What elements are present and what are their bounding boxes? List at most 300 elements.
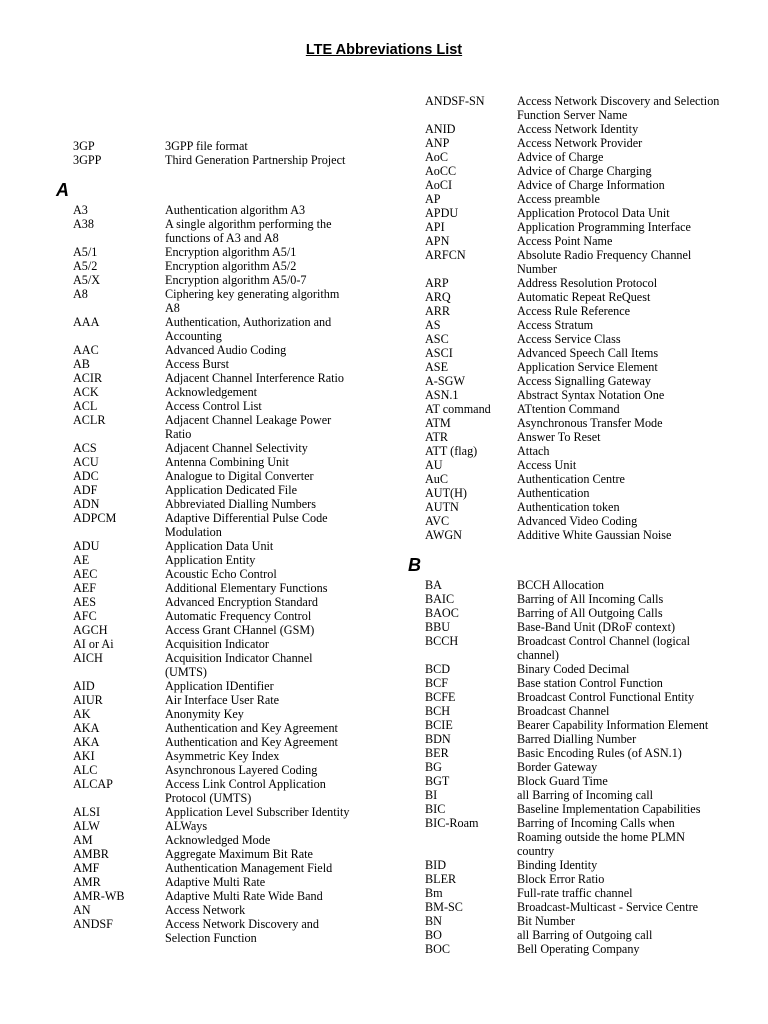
definition: Bit Number xyxy=(517,914,575,928)
abbreviation: A8 xyxy=(73,287,88,301)
glossary-entry xyxy=(425,122,745,136)
glossary-entry xyxy=(425,248,745,276)
glossary-entry xyxy=(73,511,393,539)
glossary-entry xyxy=(425,928,745,942)
glossary-entry xyxy=(425,872,745,886)
abbreviation: ANP xyxy=(425,136,450,150)
glossary-entry xyxy=(425,360,745,374)
abbreviation: ARFCN xyxy=(425,248,466,262)
abbreviation: AuC xyxy=(425,472,449,486)
abbreviation: BIC xyxy=(425,802,446,816)
glossary-entry xyxy=(73,483,393,497)
abbreviation: AK xyxy=(73,707,91,721)
abbreviation: AVC xyxy=(425,514,450,528)
abbreviation: AAA xyxy=(73,315,100,329)
definition: Application Protocol Data Unit xyxy=(517,206,670,220)
abbreviation: BCFE xyxy=(425,690,456,704)
abbreviation: BN xyxy=(425,914,442,928)
definition: Base-Band Unit (DRoF context) xyxy=(517,620,676,634)
definition: Access Stratum xyxy=(517,318,594,332)
glossary-entry xyxy=(425,290,745,304)
abbreviation: AT command xyxy=(425,402,491,416)
abbreviation: AM xyxy=(73,833,93,847)
abbreviation: BA xyxy=(425,578,442,592)
glossary-entry xyxy=(73,861,393,875)
definition: Border Gateway xyxy=(517,760,598,774)
abbreviation: AUTN xyxy=(425,500,459,514)
glossary-entry xyxy=(73,139,393,153)
abbreviation: ASE xyxy=(425,360,449,374)
abbreviation: BO xyxy=(425,928,442,942)
definition: Analogue to Digital Converter xyxy=(165,469,314,483)
abbreviation: ACIR xyxy=(73,371,103,385)
abbreviation: AGCH xyxy=(73,623,108,637)
definition: Abstract Syntax Notation One xyxy=(517,388,665,402)
glossary-entry xyxy=(425,802,745,816)
definition: Block Error Ratio xyxy=(517,872,605,886)
definition: Advanced Video Coding xyxy=(517,514,638,528)
abbreviation: AIUR xyxy=(73,693,103,707)
definition: Acquisition Indicator xyxy=(165,637,269,651)
definition: all Barring of Incoming call xyxy=(517,788,654,802)
definition: Binary Coded Decimal xyxy=(517,662,630,676)
glossary-entry xyxy=(73,371,393,385)
glossary-entry xyxy=(425,500,745,514)
definition: Access Network Discovery and Selection Function Server Name xyxy=(517,94,720,122)
abbreviation: AFC xyxy=(73,609,97,623)
definition: Advice of Charge xyxy=(517,150,604,164)
definition: Abbreviated Dialling Numbers xyxy=(165,497,316,511)
abbreviation: AID xyxy=(73,679,95,693)
abbreviation: AoCI xyxy=(425,178,453,192)
abbreviation: 3GPP xyxy=(73,153,102,167)
definition: Authentication Centre xyxy=(517,472,625,486)
glossary-entry xyxy=(73,153,393,167)
abbreviation: 3GP xyxy=(73,139,95,153)
definition: Antenna Combining Unit xyxy=(165,455,289,469)
glossary-entry xyxy=(73,203,393,217)
abbreviation: ASN.1 xyxy=(425,388,459,402)
definition: Baseline Implementation Capabilities xyxy=(517,802,701,816)
abbreviation: BOC xyxy=(425,942,451,956)
abbreviation: ATR xyxy=(425,430,449,444)
definition: Application Entity xyxy=(165,553,256,567)
glossary-entry xyxy=(425,662,745,676)
abbreviation: ALW xyxy=(73,819,100,833)
definition: BCCH Allocation xyxy=(517,578,605,592)
glossary-entry xyxy=(425,634,745,662)
glossary-entry xyxy=(73,245,393,259)
glossary-entry xyxy=(425,858,745,872)
abbreviation: ACS xyxy=(73,441,97,455)
abbreviation: ADPCM xyxy=(73,511,117,525)
definition: Asynchronous Layered Coding xyxy=(165,763,318,777)
abbreviation: A5/X xyxy=(73,273,101,287)
definition: Access Link Control Application Protocol (UMTS) xyxy=(165,777,326,805)
definition: Application Level Subscriber Identity xyxy=(165,805,350,819)
definition: Authentication token xyxy=(517,500,620,514)
definition: Anonymity Key xyxy=(165,707,244,721)
definition: Attach xyxy=(517,444,550,458)
definition: Access Signalling Gateway xyxy=(517,374,652,388)
definition: Access Rule Reference xyxy=(517,304,631,318)
abbreviation: BID xyxy=(425,858,446,872)
glossary-entry xyxy=(425,346,745,360)
abbreviation: ANDSF-SN xyxy=(425,94,485,108)
glossary-entry xyxy=(425,788,745,802)
glossary-entry xyxy=(425,192,745,206)
glossary-entry xyxy=(425,606,745,620)
glossary-entry xyxy=(425,388,745,402)
definition: Acquisition Indicator Channel (UMTS) xyxy=(165,651,313,679)
glossary-entry xyxy=(425,206,745,220)
glossary-entry xyxy=(73,273,393,287)
definition: Authentication and Key Agreement xyxy=(165,735,338,749)
definition: Application Data Unit xyxy=(165,539,274,553)
definition: Advanced Encryption Standard xyxy=(165,595,318,609)
abbreviation: BAOC xyxy=(425,606,459,620)
abbreviation: BBU xyxy=(425,620,451,634)
abbreviation: ASCI xyxy=(425,346,453,360)
glossary-entry xyxy=(73,455,393,469)
definition: Encryption algorithm A5/1 xyxy=(165,245,297,259)
abbreviation: BCCH xyxy=(425,634,459,648)
abbreviation: ADU xyxy=(73,539,100,553)
abbreviation: AEF xyxy=(73,581,97,595)
abbreviation: AES xyxy=(73,595,97,609)
definition: Access Service Class xyxy=(517,332,621,346)
glossary-entry xyxy=(73,847,393,861)
abbreviation: API xyxy=(425,220,445,234)
abbreviation: BGT xyxy=(425,774,450,788)
glossary-entry xyxy=(425,416,745,430)
abbreviation: ACK xyxy=(73,385,99,399)
definition: Air Interface User Rate xyxy=(165,693,280,707)
abbreviation: ADC xyxy=(73,469,99,483)
abbreviation: AS xyxy=(425,318,441,332)
glossary-entry xyxy=(73,917,393,945)
right-column xyxy=(408,94,745,956)
definition: Full-rate traffic channel xyxy=(517,886,633,900)
definition: Barring of All Outgoing Calls xyxy=(517,606,663,620)
glossary-entry xyxy=(425,234,745,248)
glossary-entry xyxy=(425,886,745,900)
glossary-entry xyxy=(425,458,745,472)
glossary-entry xyxy=(425,318,745,332)
abbreviation: AUT(H) xyxy=(425,486,467,500)
abbreviation: BCH xyxy=(425,704,451,718)
glossary-entry xyxy=(73,287,393,315)
glossary-entry xyxy=(425,914,745,928)
abbreviation: Bm xyxy=(425,886,443,900)
definition: Acoustic Echo Control xyxy=(165,567,277,581)
definition: Aggregate Maximum Bit Rate xyxy=(165,847,313,861)
abbreviation: AICH xyxy=(73,651,103,665)
glossary-entry xyxy=(425,578,745,592)
abbreviation: BAIC xyxy=(425,592,455,606)
abbreviation: APDU xyxy=(425,206,459,220)
glossary-entry xyxy=(425,620,745,634)
glossary-entry xyxy=(73,833,393,847)
glossary-entry xyxy=(425,304,745,318)
glossary-entry xyxy=(73,581,393,595)
definition: Encryption algorithm A5/2 xyxy=(165,259,297,273)
section-letter: A xyxy=(56,180,69,200)
abbreviation: AKI xyxy=(73,749,95,763)
glossary-entry xyxy=(425,592,745,606)
glossary-entry xyxy=(73,623,393,637)
abbreviation: A38 xyxy=(73,217,94,231)
abbreviation: AE xyxy=(73,553,90,567)
abbreviation: BCF xyxy=(425,676,449,690)
definition: Answer To Reset xyxy=(517,430,601,444)
abbreviation: ALC xyxy=(73,763,98,777)
definition: Application Programming Interface xyxy=(517,220,691,234)
glossary-entry xyxy=(73,595,393,609)
definition: Advanced Speech Call Items xyxy=(517,346,659,360)
glossary-entry xyxy=(425,472,745,486)
definition: Encryption algorithm A5/0-7 xyxy=(165,273,307,287)
definition: ATtention Command xyxy=(517,402,620,416)
glossary-entry xyxy=(425,136,745,150)
glossary-entry xyxy=(425,704,745,718)
glossary-entry xyxy=(73,553,393,567)
definition: Automatic Frequency Control xyxy=(165,609,312,623)
abbreviation: BDN xyxy=(425,732,451,746)
abbreviation: AoC xyxy=(425,150,449,164)
glossary-entry xyxy=(73,497,393,511)
definition: Advice of Charge Charging xyxy=(517,164,652,178)
glossary-entry xyxy=(73,217,393,245)
definition: Additional Elementary Functions xyxy=(165,581,328,595)
glossary-entry xyxy=(425,486,745,500)
definition: Authentication xyxy=(517,486,590,500)
definition: Ciphering key generating algorithm A8 xyxy=(165,287,340,315)
abbreviation: ARQ xyxy=(425,290,451,304)
glossary-entry xyxy=(425,430,745,444)
abbreviation: ASC xyxy=(425,332,449,346)
definition: Access Burst xyxy=(165,357,229,371)
glossary-entry xyxy=(73,413,393,441)
abbreviation: AU xyxy=(425,458,443,472)
glossary-entry xyxy=(425,332,745,346)
definition: ALWays xyxy=(165,819,208,833)
abbreviation: AMR-WB xyxy=(73,889,125,903)
glossary-entry xyxy=(73,315,393,343)
definition: Binding Identity xyxy=(517,858,598,872)
glossary-entry xyxy=(425,94,745,122)
definition: Acknowledgement xyxy=(165,385,258,399)
abbreviation: ADF xyxy=(73,483,98,497)
glossary-entry xyxy=(73,357,393,371)
definition: Bell Operating Company xyxy=(517,942,640,956)
glossary-entry xyxy=(73,749,393,763)
page-title: LTE Abbreviations List xyxy=(305,42,463,58)
definition: Access Network Provider xyxy=(517,136,643,150)
definition: A single algorithm performing the functions of A3 and A8 xyxy=(165,217,332,245)
abbreviation: BCD xyxy=(425,662,451,676)
definition: Bearer Capability Information Element xyxy=(517,718,709,732)
definition: Asynchronous Transfer Mode xyxy=(517,416,663,430)
abbreviation: AMR xyxy=(73,875,101,889)
definition: Adjacent Channel Interference Ratio xyxy=(165,371,345,385)
glossary-entry xyxy=(73,441,393,455)
abbreviation: AI or Ai xyxy=(73,637,114,651)
abbreviation: BIC-Roam xyxy=(425,816,479,830)
glossary-entry xyxy=(425,676,745,690)
glossary-entry xyxy=(73,763,393,777)
glossary-entry xyxy=(425,718,745,732)
definition: all Barring of Outgoing call xyxy=(517,928,653,942)
glossary-entry xyxy=(73,651,393,679)
glossary-entry xyxy=(425,402,745,416)
abbreviation: BM-SC xyxy=(425,900,463,914)
glossary-entry xyxy=(425,514,745,528)
definition: Basic Encoding Rules (of ASN.1) xyxy=(517,746,682,760)
definition: Advanced Audio Coding xyxy=(165,343,287,357)
abbreviation: A5/2 xyxy=(73,259,98,273)
glossary-entry xyxy=(425,690,745,704)
abbreviation: ARR xyxy=(425,304,451,318)
definition: Adjacent Channel Leakage Power Ratio xyxy=(165,413,332,441)
glossary-entry xyxy=(425,760,745,774)
glossary-entry xyxy=(425,276,745,290)
definition: Authentication, Authorization and Accounting xyxy=(165,315,332,343)
abbreviation: ACL xyxy=(73,399,98,413)
definition: Address Resolution Protocol xyxy=(517,276,658,290)
definition: Adjacent Channel Selectivity xyxy=(165,441,308,455)
abbreviation: AKA xyxy=(73,721,100,735)
glossary-entry xyxy=(73,735,393,749)
definition: Absolute Radio Frequency Channel Number xyxy=(517,248,692,276)
glossary-entry xyxy=(425,164,745,178)
abbreviation: AB xyxy=(73,357,90,371)
definition: Access Network Discovery and Selection Function xyxy=(165,917,319,945)
section-letter: B xyxy=(408,555,421,575)
abbreviation: ATT (flag) xyxy=(425,444,478,458)
glossary-entry xyxy=(73,567,393,581)
glossary-entry xyxy=(425,220,745,234)
abbreviation: AEC xyxy=(73,567,98,581)
glossary-entry xyxy=(73,777,393,805)
glossary-entry xyxy=(73,637,393,651)
glossary-entry xyxy=(425,374,745,388)
definition: Asymmetric Key Index xyxy=(165,749,280,763)
abbreviation: BG xyxy=(425,760,442,774)
glossary-entry xyxy=(73,693,393,707)
definition: 3GPP file format xyxy=(165,139,248,153)
glossary-entry xyxy=(73,903,393,917)
glossary-entry xyxy=(73,805,393,819)
glossary-entry xyxy=(73,259,393,273)
definition: Third Generation Partnership Project xyxy=(165,153,346,167)
abbreviation: A3 xyxy=(73,203,88,217)
abbreviation: A5/1 xyxy=(73,245,98,259)
abbreviation: ANDSF xyxy=(73,917,113,931)
definition: Additive White Gaussian Noise xyxy=(517,528,672,542)
definition: Barring of Incoming Calls when Roaming outside the home PLMN country xyxy=(517,816,685,858)
definition: Broadcast Control Functional Entity xyxy=(517,690,695,704)
glossary-entry xyxy=(425,732,745,746)
glossary-entry xyxy=(73,469,393,483)
glossary-entry xyxy=(425,444,745,458)
glossary-entry xyxy=(73,875,393,889)
glossary-entry xyxy=(73,399,393,413)
abbreviation: ANID xyxy=(425,122,456,136)
definition: Access Control List xyxy=(165,399,262,413)
definition: Access Network Identity xyxy=(517,122,639,136)
definition: Application Dedicated File xyxy=(165,483,297,497)
abbreviation: ALSI xyxy=(73,805,101,819)
glossary-entry xyxy=(425,774,745,788)
definition: Broadcast Control Channel (logical channel) xyxy=(517,634,690,662)
definition: Authentication algorithm A3 xyxy=(165,203,306,217)
abbreviation: ACU xyxy=(73,455,99,469)
glossary-entry xyxy=(425,900,745,914)
definition: Advice of Charge Information xyxy=(517,178,665,192)
definition: Barred Dialling Number xyxy=(517,732,637,746)
abbreviation: AP xyxy=(425,192,441,206)
abbreviation: BCIE xyxy=(425,718,453,732)
abbreviation: AAC xyxy=(73,343,99,357)
definition: Access Grant CHannel (GSM) xyxy=(165,623,315,637)
abbreviation: ADN xyxy=(73,497,100,511)
glossary-entry xyxy=(425,816,745,858)
glossary-entry xyxy=(73,385,393,399)
definition: Application IDentifier xyxy=(165,679,274,693)
abbreviation: BER xyxy=(425,746,449,760)
glossary-entry xyxy=(425,150,745,164)
abbreviation: ARP xyxy=(425,276,449,290)
abbreviation: AWGN xyxy=(425,528,462,542)
definition: Access Point Name xyxy=(517,234,613,248)
definition: Barring of All Incoming Calls xyxy=(517,592,664,606)
definition: Authentication Management Field xyxy=(165,861,333,875)
definition: Broadcast-Multicast - Service Centre xyxy=(517,900,699,914)
definition: Access Network xyxy=(165,903,246,917)
abbreviation: AN xyxy=(73,903,91,917)
abbreviation: ACLR xyxy=(73,413,106,427)
abbreviation: AMF xyxy=(73,861,100,875)
abbreviation: A-SGW xyxy=(425,374,465,388)
left-column xyxy=(56,139,393,945)
definition: Adaptive Multi Rate xyxy=(165,875,266,889)
glossary-entry xyxy=(73,707,393,721)
definition: Block Guard Time xyxy=(517,774,608,788)
definition: Application Service Element xyxy=(517,360,658,374)
glossary-entry xyxy=(425,942,745,956)
abbreviation: ATM xyxy=(425,416,451,430)
definition: Base station Control Function xyxy=(517,676,663,690)
glossary-entry xyxy=(73,343,393,357)
definition: Broadcast Channel xyxy=(517,704,610,718)
definition: Access Unit xyxy=(517,458,577,472)
definition: Automatic Repeat ReQuest xyxy=(517,290,651,304)
glossary-entry xyxy=(73,539,393,553)
glossary-entry xyxy=(73,679,393,693)
glossary-entry xyxy=(73,889,393,903)
abbreviation: BI xyxy=(425,788,438,802)
abbreviation: APN xyxy=(425,234,450,248)
definition: Access preamble xyxy=(517,192,600,206)
definition: Acknowledged Mode xyxy=(165,833,271,847)
abbreviation: AMBR xyxy=(73,847,109,861)
definition: Adaptive Differential Pulse Code Modulation xyxy=(165,511,328,539)
definition: Authentication and Key Agreement xyxy=(165,721,338,735)
glossary-entry xyxy=(73,609,393,623)
glossary-entry xyxy=(73,721,393,735)
glossary-entry xyxy=(425,746,745,760)
